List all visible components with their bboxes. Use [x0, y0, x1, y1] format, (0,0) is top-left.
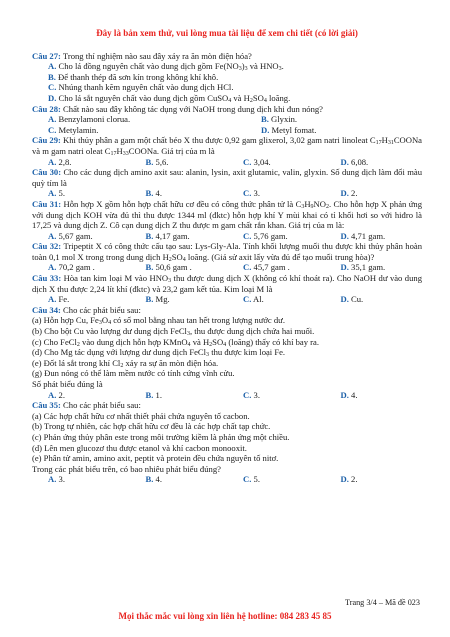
option-c: C. 3,04.: [243, 156, 271, 167]
question-number: Câu 33:: [32, 273, 62, 284]
option-c: C. Nhúng thanh kẽm nguyên chất vào dung dịch HCl.: [48, 82, 234, 93]
options-row: [32, 125, 422, 136]
option-text: Cho lá sắt nguyên chất vào dung dịch gồm CuSO$_4$ và $H_2SO_4$ loãng.: [58, 92, 291, 104]
option-text: Nhúng thanh kẽm nguyên chất vào dung dịch HCl.: [58, 82, 234, 93]
option-c: C. 3.: [243, 188, 260, 199]
question-28: [32, 104, 422, 115]
option-a: A. 5,67 gam.: [48, 230, 93, 241]
question-stem: Hỗn hợp X gồm hỗn hợp chất hữu cơ đều có công thức phân tử là $C_3H_9NO_2$. Cho hỗn hợp X phản ứng với dung dịch KOH vừa đủ thì thu được 1344 ml (đktc) hỗn hợp khí Y mùi khai có tỉ khối hơi so với hiđro là 17,25 và dung dịch Z. Cô cạn dung dịch Z thu được m gam chất rắn khan. Giá trị của m là:: [32, 198, 422, 231]
exam-page: [32, 8, 422, 485]
option-a: A. 5.: [48, 188, 65, 199]
question-32: [32, 241, 422, 262]
page-number: Trang 3/4 – Mã đề 023: [345, 598, 420, 607]
option-b: B. Glyxin.: [261, 114, 298, 125]
question-35: [32, 400, 422, 411]
option-c: C. Metylamin.: [48, 124, 99, 135]
option-c: C. 45,7 gam .: [243, 262, 290, 273]
options-row: [32, 262, 422, 273]
option-b: B. Mg.: [145, 294, 170, 305]
option-b: B. 4.: [145, 188, 162, 199]
statement: (d) Cho Mg tác dụng với lượng dư dung dịch FeCl$_3$ thu được kim loại Fe.: [32, 347, 286, 359]
option-d: D. 4,71 gam.: [340, 230, 386, 241]
options-row: [32, 390, 422, 401]
option-b: B. 1.: [145, 389, 162, 400]
question-number: Câu 27:: [32, 50, 61, 61]
option-d: D. 2.: [340, 188, 358, 199]
option-a: A. Fe.: [48, 294, 70, 305]
question-31: [32, 199, 422, 231]
option-b: B. Để thanh thép đã sơn kín trong không khí khô.: [48, 71, 219, 82]
option-d: D. 2.: [340, 474, 358, 485]
hotline-footer: Mọi thắc mắc vui lòng xin liên hệ hotline: 084 283 45 85: [118, 611, 332, 621]
option-b: B. 4,17 gam.: [145, 230, 190, 241]
option-c: C. 5,76 gam.: [243, 230, 288, 241]
question-tail: Trong các phát biểu trên, có bao nhiêu phát biểu đúng?: [32, 463, 221, 474]
question-stem: Hòa tan kim loại M vào $HNO_3$ thu được dung dịch X (không có khí thoát ra). Cho NaOH dư vào dung dịch X thu được 2,24 lít khí (đktc) và 23,2 gam kết tủa. Kim loại M là: [32, 273, 422, 294]
question-34: [32, 305, 422, 316]
option-a: A. Cho lá đồng nguyên chất vào dung dịch gồm $Fe(NO_3)_3$ và $HNO_3$.: [48, 61, 284, 73]
options-row: [32, 474, 422, 485]
option-d: D. Cu.: [340, 294, 364, 305]
statement: (b) Trong tự nhiên, các hợp chất hữu cơ đều là các hợp chất tạp chức.: [32, 421, 271, 432]
options-row: [32, 231, 422, 242]
question-number: Câu 28:: [32, 103, 61, 114]
option-d: D. 35,1 gam.: [340, 262, 386, 273]
option-d: D. 6,08.: [340, 156, 369, 167]
option-a: A. 2,8.: [48, 156, 72, 167]
question-tail: Số phát biểu đúng là: [32, 379, 103, 389]
question-stem: Tripeptit X có công thức cấu tạo sau: Lys-Gly-Ala. Tính khối lượng muối thu được khi thủy phân hoàn toàn 0,1 mol X trong trong dung dịch $H_2SO_4$ loãng. (Giả sử axit lấy vừa đủ để tạo muối trung hòa)?: [32, 241, 423, 263]
option-b: B. 50,6 gam .: [145, 262, 192, 273]
statement: (e) Phân tử amin, amino axit, peptit và protein đều chứa nguyên tố nitơ.: [32, 453, 279, 464]
option-d: D. Cho lá sắt nguyên chất vào dung dịch gồm CuSO$_4$ và $H_2SO_4$ loãng.: [48, 92, 291, 104]
question-stem: Chất nào sau đây không tác dụng với NaOH trong dung dịch khi đun nóng?: [63, 103, 323, 114]
option-text: Cho lá đồng nguyên chất vào dung dịch gồm $Fe(NO_3)_3$ và $HNO_3$.: [58, 61, 284, 73]
option-a: A. 3.: [48, 474, 65, 485]
statement: (b) Cho bột Cu vào lượng dư dung dịch FeCl$_3$, thu được dung dịch chứa hai muối.: [32, 326, 315, 338]
options-row: [32, 157, 422, 168]
question-number: Câu 35:: [32, 400, 61, 411]
question-stem: Khi thủy phân a gam một chất béo X thu được 0,92 gam glixerol, 3,02 gam natri linoleat $C_{17}H_{31}COONa$ và m gam natri oleat $C_{17}H_{33}COONa$. Giá trị của m là: [32, 135, 422, 157]
option-a: A. Benzylamoni clorua.: [48, 114, 131, 125]
option-b: B. 4.: [145, 474, 162, 485]
options-row: [32, 114, 422, 125]
option-a: A. 2.: [48, 389, 65, 400]
question-33: [32, 273, 422, 294]
question-stem: Cho các phát biểu sau:: [63, 400, 141, 411]
option-c: C. Al.: [243, 294, 264, 305]
option-c: C. 3.: [243, 389, 260, 400]
options-row: [32, 294, 422, 305]
option-d: D. Metyl fomat.: [261, 124, 317, 135]
statement: (c) Cho FeCl$_2$ vào dung dịch hỗn hợp KMnO$_4$ và $H_2SO_4$ (loãng) thấy có khí bay ra.: [32, 336, 319, 348]
option-d: D. 4.: [340, 389, 358, 400]
question-stem: Cho các dung dịch amino axit sau: alanin, lysin, axit glutamic, valin, glyxin. Số dung dịch làm đổi màu quỳ tím là: [32, 167, 422, 188]
option-a: A. 70,2 gam .: [48, 262, 95, 273]
option-b: B. 5,6.: [145, 156, 169, 167]
question-stem: Cho các phát biểu sau:: [63, 304, 141, 315]
question-27: [32, 51, 422, 62]
question-number: Câu 34:: [32, 304, 61, 315]
preview-banner: Đây là bản xem thử, vui lòng mua tài liệu để xem chi tiết (có lời giải): [96, 28, 358, 38]
question-number: Câu 31:: [32, 198, 62, 209]
statement: (d) Lên men glucozơ thu được etanol và khí cacbon monooxit.: [32, 442, 247, 453]
question-30: [32, 167, 422, 188]
statement: (c) Phản ứng thủy phân este trong môi trường kiềm là phản ứng một chiều.: [32, 431, 290, 442]
statement: (a) Hỗn hợp Cu, $Fe_3O_4$ có số mol bằng nhau tan hết trong lượng nước dư.: [32, 315, 285, 327]
statement: (e) Đốt lá sắt trong khí $Cl_2$ xảy ra sự ăn mòn điện hóa.: [32, 357, 219, 369]
option-text: Để thanh thép đã sơn kín trong không khí khô.: [58, 71, 219, 82]
options-row: [32, 188, 422, 199]
statement: (a) Các hợp chất hữu cơ nhất thiết phải chứa nguyên tố cacbon.: [32, 410, 250, 421]
question-number: Câu 30:: [32, 167, 62, 178]
question-stem: Trong thí nghiệm nào sau đây xảy ra ăn mòn điện hóa?: [62, 50, 252, 61]
statement: (g) Đun nóng có thể làm mềm nước có tính cứng vĩnh cửu.: [32, 368, 235, 379]
question-29: [32, 135, 422, 156]
option-c: C. 5.: [243, 474, 260, 485]
question-number: Câu 29:: [32, 135, 61, 146]
question-number: Câu 32:: [32, 241, 62, 252]
